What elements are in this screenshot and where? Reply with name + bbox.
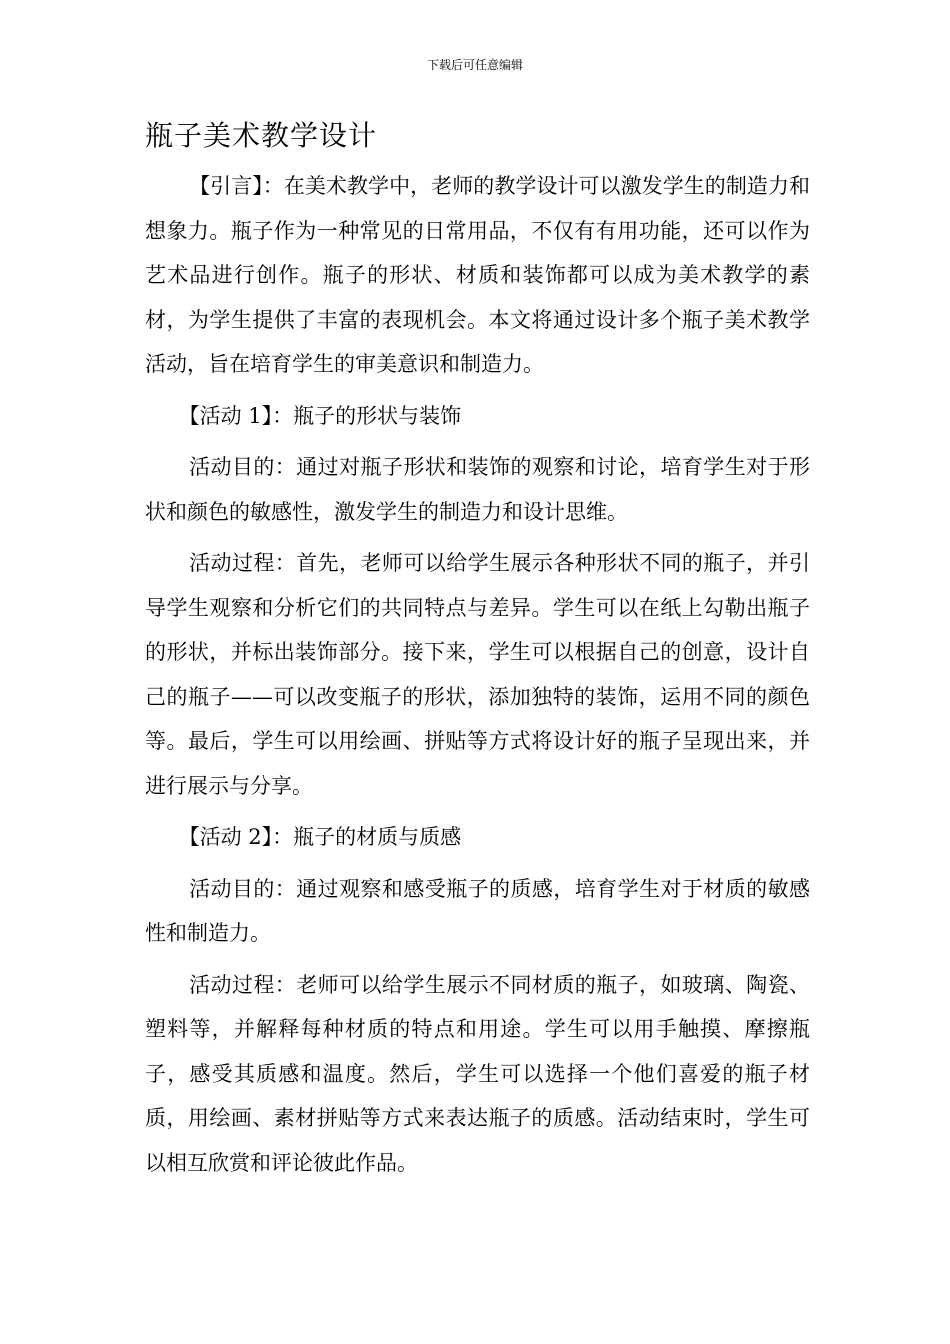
activity-2-goal: 活动目的：通过观察和感受瓶子的质感，培育学生对于材质的敏感性和制造力。	[145, 876, 810, 945]
intro-paragraph: 【引言】：在美术教学中，老师的教学设计可以激发学生的制造力和想象力。瓶子作为一种常见的日常用品，不仅有有用功能，还可以作为艺术品进行创作。瓶子的形状、材质和装饰都可以成为美术教学的素材，为学生提供了丰富的表现机会。本文将通过设计多个瓶子美术教学活动，旨在培育学生的审美意识和制造力。	[145, 174, 810, 376]
activity-1-goal: 活动目的：通过对瓶子形状和装饰的观察和讨论，培育学生对于形状和颜色的敏感性，激发学生的制造力和设计思维。	[145, 455, 810, 524]
activity-1-process: 活动过程：首先，老师可以给学生展示各种形状不同的瓶子，并引导学生观察和分析它们的共同特点与差异。学生可以在纸上勾勒出瓶子的形状，并标出装饰部分。接下来，学生可以根据自己的创意，设计自己的瓶子——可以改变瓶子的形状，添加独特的装饰，运用不同的颜色等。最后，学生可以用绘画、拼贴等方式将设计好的瓶子呈现出来，并进行展示与分享。	[145, 551, 810, 798]
activity-2-heading: 【活动 2】：瓶子的材质与质感	[178, 825, 462, 849]
activity-2-process: 活动过程：老师可以给学生展示不同材质的瓶子，如玻璃、陶瓷、塑料等，并解释每种材质的特点和用途。学生可以用手触摸、摩擦瓶子，感受其质感和温度。然后，学生可以选择一个他们喜爱的瓶子材质，用绘画、素材拼贴等方式来表达瓶子的质感。活动结束时，学生可以相互欣赏和评论彼此作品。	[145, 972, 810, 1175]
header-note: 下载后可任意编辑	[426, 58, 523, 72]
activity-1-heading: 【活动 1】：瓶子的形状与装饰	[178, 403, 462, 428]
document-body	[145, 164, 810, 1192]
page-title: 瓶子美术教学设计	[145, 119, 378, 152]
